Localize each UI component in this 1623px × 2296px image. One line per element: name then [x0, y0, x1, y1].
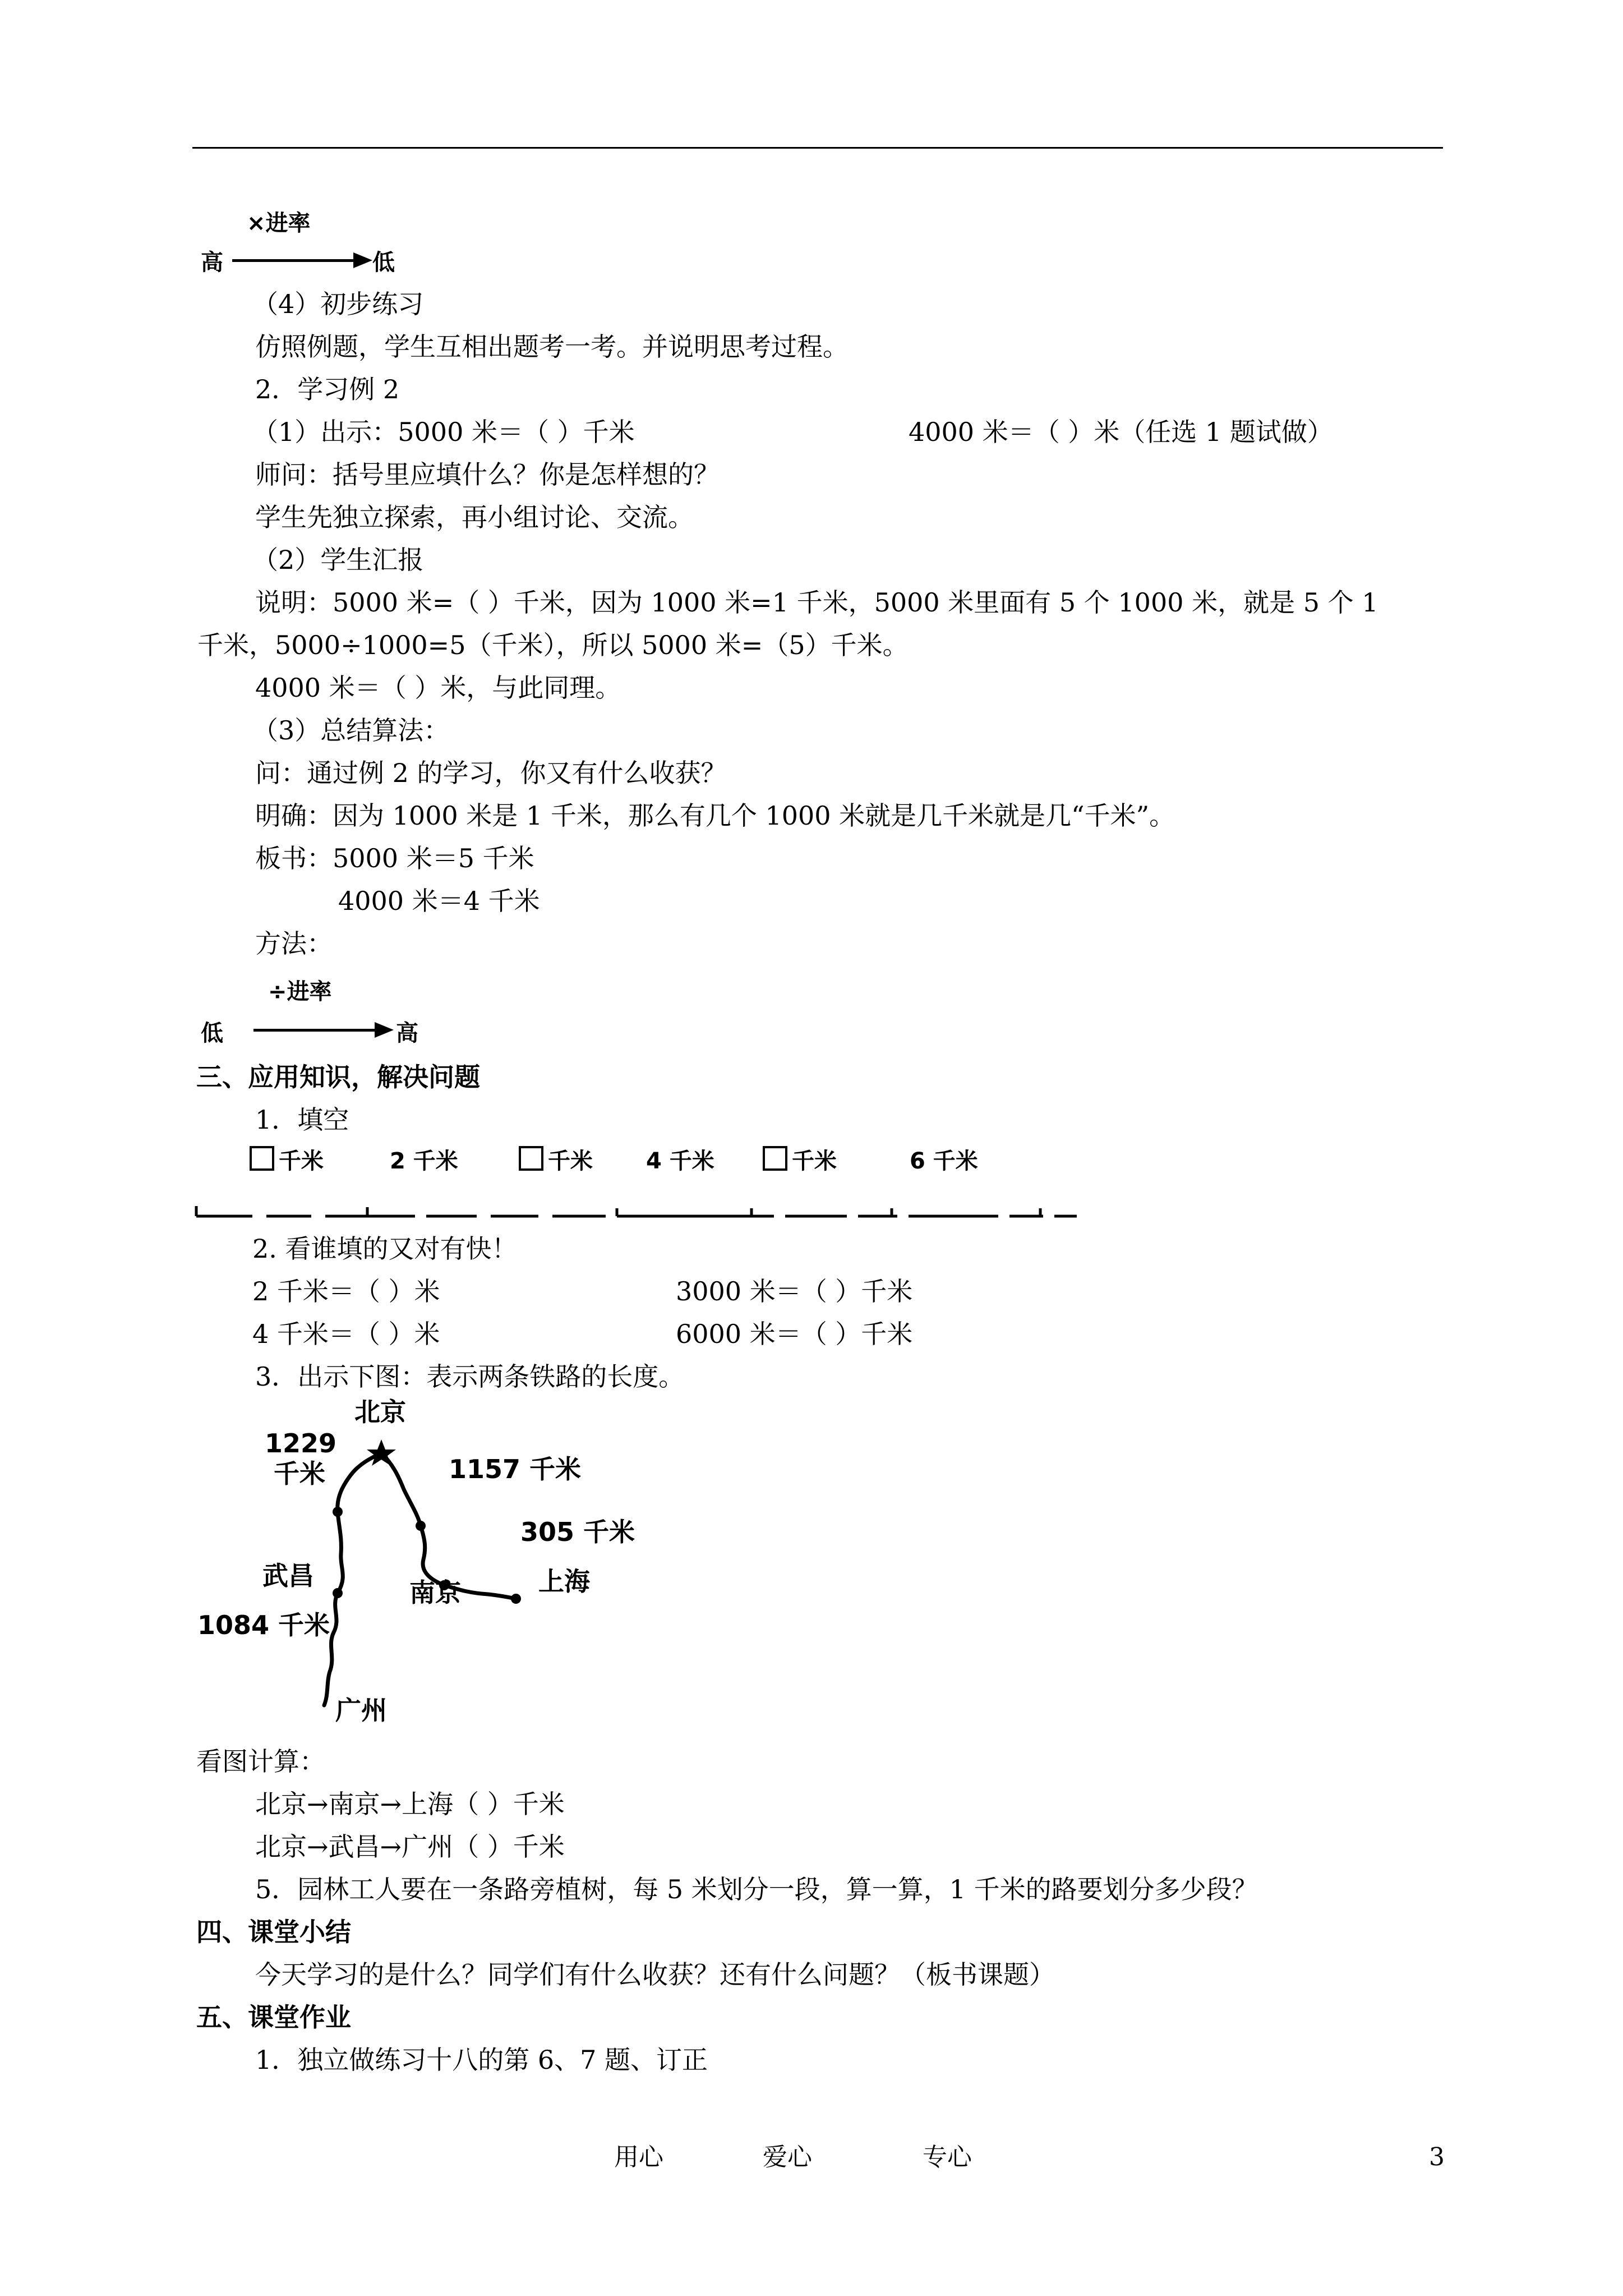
line-board1: 板书：5000 米＝5 千米	[255, 843, 534, 873]
line-explain: 说明：5000 米=（ ）千米，因为 1000 米=1 千米，5000 米里面有 5 个 1000 米，就是 5 个 1	[255, 587, 1378, 618]
map-label-guangzhou: 广州	[335, 1695, 387, 1726]
map-label-305: 305 千米	[520, 1517, 635, 1547]
section4-heading: 四、课堂小结	[196, 1917, 351, 1947]
method2-from: 低	[201, 1020, 223, 1046]
map-label-1084: 1084 千米	[197, 1610, 330, 1640]
footer-word-3: 专心	[923, 2143, 972, 2171]
blank-box[interactable]	[250, 1146, 274, 1171]
line-practice: （4）初步练习	[252, 289, 424, 319]
map-label-shanghai: 上海	[538, 1566, 590, 1596]
ruler-label-3: 千米	[519, 1143, 593, 1175]
footer-word-2: 爱心	[763, 2143, 812, 2171]
method2-to: 高	[396, 1020, 418, 1046]
quick-fill-title: 2. 看谁填的又对有快！	[252, 1234, 518, 1264]
calc-route-2: 北京→武昌→广州（ ）千米	[255, 1832, 565, 1862]
quick-fill-a2: 3000 米＝（ ）千米	[676, 1276, 913, 1306]
map-label-1157: 1157 千米	[449, 1454, 582, 1484]
map-label-wuchang: 武昌	[262, 1561, 314, 1591]
blank-box[interactable]	[519, 1146, 543, 1171]
section5-text: 1．独立做练习十八的第 6、7 题、订正	[255, 2045, 708, 2075]
map-label-1229-num: 1229	[265, 1428, 337, 1458]
quick-fill-b2: 6000 米＝（ ）千米	[676, 1319, 913, 1349]
blank-box[interactable]	[763, 1146, 787, 1171]
map-label-beijing: 北京	[354, 1397, 406, 1427]
calc-route-1: 北京→南京→上海（ ）千米	[255, 1789, 565, 1819]
line-show-b: 4000 米＝（ ）米（任选 1 题试做）	[909, 417, 1333, 447]
line-report: （2）学生汇报	[252, 545, 424, 575]
ruler-label-6: 6 千米	[910, 1148, 978, 1174]
railway-question: 3．出示下图：表示两条铁路的长度。	[255, 1361, 685, 1392]
line-summary: （3）总结算法：	[252, 715, 450, 746]
ruler-label-4: 4 千米	[646, 1148, 714, 1174]
line-show-a: （1）出示：5000 米＝（ ）千米	[252, 417, 635, 447]
method1-arrow	[232, 259, 356, 262]
line-explore: 学生先独立探索，再小组讨论、交流。	[255, 502, 694, 532]
method1-to: 低	[372, 250, 395, 275]
line-board2: 4000 米＝4 千米	[338, 886, 540, 916]
line-imitate: 仿照例题，学生互相出题考一考。并说明思考过程。	[255, 332, 849, 362]
method1-from: 高	[201, 250, 223, 275]
fill-blank-title: 1．填空	[255, 1105, 349, 1135]
ruler-label-5: 千米	[763, 1143, 837, 1175]
quick-fill-a1: 2 千米＝（ ）米	[252, 1276, 440, 1306]
ruler-label-2: 2 千米	[390, 1148, 458, 1174]
line-question: 问：通过例 2 的学习，你又有什么收获？	[255, 758, 727, 788]
map-label-1229-unit: 千米	[274, 1458, 325, 1489]
line-same: 4000 米＝（ ）米，与此同理。	[255, 673, 621, 703]
method1-op: ×进率	[247, 210, 311, 236]
tree-question: 5．园林工人要在一条路旁植树，每 5 米划分一段，算一算，1 千米的路要划分多少段？	[255, 1874, 1258, 1904]
section5-heading: 五、课堂作业	[196, 2002, 351, 2032]
quick-fill-b1: 4 千米＝（ ）米	[252, 1319, 440, 1349]
line-teacher-ask: 师问：括号里应填什么？你是怎样想的？	[255, 459, 720, 490]
section4-text: 今天学习的是什么？同学们有什么收获？还有什么问题？（板书课题）	[255, 1959, 1055, 1990]
calc-title: 看图计算：	[196, 1746, 325, 1777]
method2-arrow-head	[375, 1022, 394, 1038]
number-line-ruler	[191, 1195, 1088, 1228]
map-label-nanjing: 南京	[409, 1577, 461, 1608]
line-example2: 2．学习例 2	[255, 374, 400, 404]
ruler-label-1: 千米	[250, 1143, 324, 1175]
method1-arrow-head	[353, 252, 372, 268]
footer-word-1: 用心	[614, 2143, 663, 2171]
method2-arrow	[253, 1029, 377, 1032]
section3-heading: 三、应用知识，解决问题	[196, 1062, 480, 1092]
line-method: 方法：	[255, 928, 333, 959]
method2-op: ÷进率	[268, 979, 332, 1005]
header-rule	[192, 147, 1443, 149]
line-explain-cont: 千米，5000÷1000=5（千米），所以 5000 米=（5）千米。	[197, 630, 909, 660]
page-number: 3	[1429, 2143, 1445, 2171]
line-clarify: 明确：因为 1000 米是 1 千米，那么有几个 1000 米就是几千米就是几“千米”。	[255, 800, 1175, 831]
